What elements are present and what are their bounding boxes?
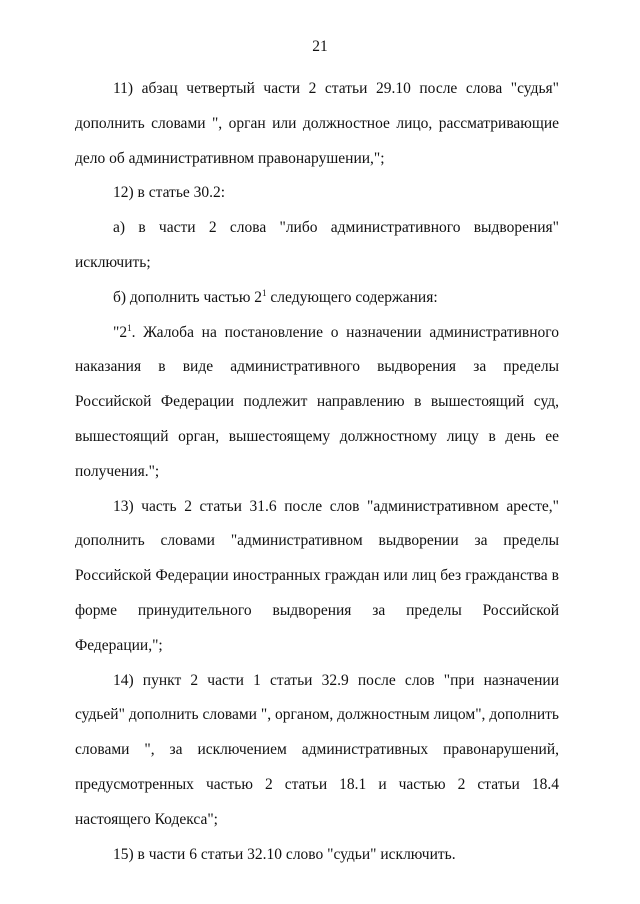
paragraph-item-12b	[75, 281, 559, 316]
text-run: . Жалоба на постановление о назначении административного наказания в виде административного выдворения за пределы Российской Федерации подлежит направлению в вышестоящий суд, вышестоящий орган, вышестоящему должностному лицу в день ее получения.";	[75, 323, 559, 480]
paragraph-item-13: 13) часть 2 статьи 31.6 после слов "административном аресте," дополнить словами "административном выдворении за пределы Российской Федерации иностранных граждан или лиц без гражданства в форме принудительного выдворения за пределы Российской Федерации,";	[75, 497, 559, 654]
paragraph-item-12a: а) в части 2 слова "либо административного выдворения" исключить;	[75, 219, 559, 271]
text-run: б) дополнить частью 2	[113, 288, 263, 306]
page-number: 21	[312, 38, 328, 55]
paragraph-item-12: 12) в статье 30.2:	[113, 184, 226, 202]
superscript: 1	[262, 287, 267, 298]
paragraph-item-15: 15) в части 6 статьи 32.10 слово "судьи" исключить.	[113, 845, 456, 863]
paragraph-item-14: 14) пункт 2 части 1 статьи 32.9 после слов "при назначении судьей" дополнить словами ", органом, должностным лицом", дополнить словами ", за исключением административных правонарушений, предусмотренных частью 2 статьи 18.1 и частью 2 статьи 18.4 настоящего Кодекса";	[75, 671, 559, 828]
paragraph-part-2-1	[75, 316, 559, 490]
paragraph-item-11: 11) абзац четвертый части 2 статьи 29.10 после слова "судья" дополнить словами ", орган или должностное лицо, рассматривающие дело об административном правонарушении,";	[75, 80, 559, 167]
document-body	[75, 72, 559, 872]
text-run: следующего содержания:	[266, 288, 438, 306]
text-run: "2	[113, 323, 128, 341]
superscript: 1	[127, 322, 132, 333]
